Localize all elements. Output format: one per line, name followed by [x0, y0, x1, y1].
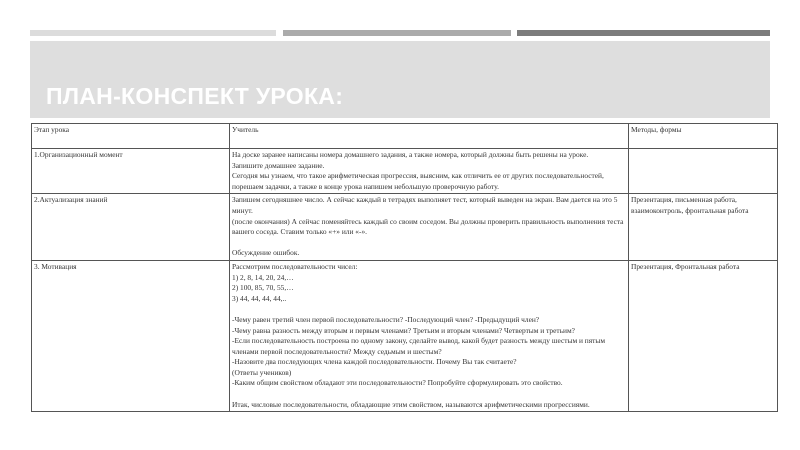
table-header-row	[32, 124, 778, 149]
methods-cell: Презентация, Фронтальная работа	[629, 260, 778, 411]
teacher-cell	[230, 149, 629, 194]
table-row	[32, 149, 778, 194]
methods-cell	[629, 149, 778, 194]
teacher-line: 2) 100, 85, 70, 55,…	[232, 283, 294, 293]
teacher-line	[232, 389, 626, 400]
teacher-line: (после окончания) А сейчас поменяйтесь каждый со своим соседом. Вы должны проверить правильность выполнения теста вашего соседа. Ставим только «+» или «-».	[232, 216, 624, 237]
teacher-line: Запишем сегодняшнее число. А сейчас каждый в тетрадях выполняет тест, который выведен на экран. Вам дается на это 5 минут.	[232, 195, 618, 215]
decor-bar-light	[30, 30, 276, 36]
teacher-line: -Чему равен третий член первой последовательности? -Последующий член? -Предыдущий член?	[232, 314, 540, 324]
decor-bar-dark	[517, 30, 770, 36]
header-methods: Методы, формы	[629, 124, 778, 149]
lesson-plan-table	[31, 123, 778, 412]
slide-title: ПЛАН-КОНСПЕКТ УРОКА:	[46, 83, 344, 109]
methods-cell: Презентация, письменная работа, взаимоконтроль, фронтальная работа	[629, 194, 778, 261]
stage-cell: 1.Организационный момент	[32, 149, 230, 194]
table-row	[32, 194, 778, 261]
teacher-line: Запишите домашнее задание.	[232, 160, 325, 170]
teacher-line	[232, 304, 626, 315]
teacher-line: Обсуждение ошибок.	[232, 248, 300, 258]
teacher-line: -Если последовательность построена по одному закону, сделайте вывод, какой будет разность между шестым и пятым членами первой последовательности? Между седьмым и шестым?	[232, 336, 606, 356]
teacher-line: 1) 2, 8, 14, 20, 24,…	[232, 272, 294, 282]
teacher-line: 3) 44, 44, 44, 44,..	[232, 293, 287, 303]
teacher-line: -Каким общим свойством обладают эти последовательности? Попробуйте сформулировать это свойство.	[232, 378, 563, 388]
decor-bar-mid	[283, 30, 511, 36]
teacher-line: На доске заранее написаны номера домашнего задания, а также номера, который должны быть решены на уроке.	[232, 150, 589, 159]
teacher-line	[232, 238, 626, 249]
teacher-cell	[230, 194, 629, 261]
header-teacher: Учитель	[230, 124, 629, 149]
teacher-line: (Ответы учеников)	[232, 367, 292, 377]
teacher-cell	[230, 260, 629, 411]
table-row	[32, 260, 778, 411]
teacher-line: -Назовите два последующих члена каждой последовательности. Почему Вы так считаете?	[232, 357, 517, 367]
teacher-line: Сегодня мы узнаем, что такое арифметическая прогрессия, выясним, как отличить ее от других последовательностей, порешаем задачки, а также в конце урока напишем небольшую проверочную работу.	[232, 171, 604, 191]
stage-cell: 3. Мотивация	[32, 260, 230, 411]
teacher-line: Итак, числовые последовательности, обладающие этим свойством, называются арифметическими прогрессиями.	[232, 399, 590, 409]
teacher-line: Рассмотрим последовательности чисел:	[232, 261, 358, 271]
header-stage: Этап урока	[32, 124, 230, 149]
stage-cell: 2.Актуализация знаний	[32, 194, 230, 261]
title-banner	[30, 41, 770, 118]
teacher-line: -Чему равна разность между вторым и первым членами? Третьим и вторым членами? Четвертым и третьим?	[232, 325, 575, 335]
